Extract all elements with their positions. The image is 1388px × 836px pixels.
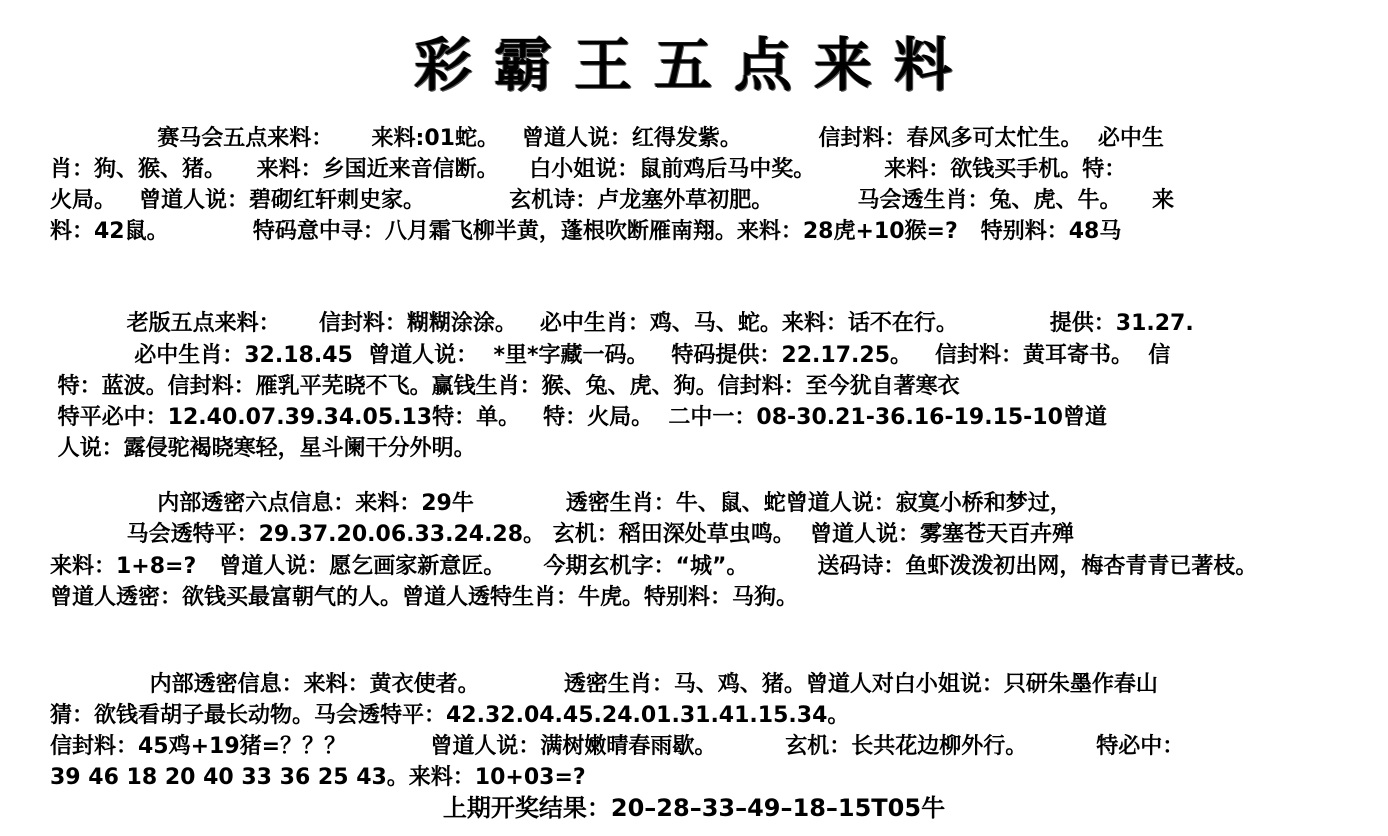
last-draw-result: 上期开奖结果：20–28–33–49–18–15T05牛 [442,794,946,822]
section4-line2: 猜：欲钱看胡子最长动物。马会透特平：42.32.04.45.24.01.31.41.15.34。 [50,703,850,728]
section4-line1: 内部透密信息：来料：黄衣使者。 透密生肖：马、鸡、猪。曾道人对白小姐说：只研朱墨作春山 [50,672,1158,697]
section1-line4: 料：42鼠。 特码意中寻：八月霜飞柳半黄，蓬根吹断雁南翔。来料：28虎+10猴=? 特别料：48马 [50,219,1122,244]
section3-line4: 曾道人透密：欲钱买最富朝气的人。曾道人透特生肖：牛虎。特别料：马狗。 [50,585,799,610]
section2-line2: 必中生肖：32.18.45 曾道人说： *里*字藏一码。 特码提供：22.17.25。 信封料：黄耳寄书。 信 [50,343,1171,368]
section2-line4: 特平必中：12.40.07.39.34.05.13特：单。 特：火局。 二中一：08-30.21-36.16-19.15-10曾道 [50,405,1107,430]
page-title: 彩霸王五点来料 [413,31,974,99]
section2-line1: 老版五点来料： 信封料：糊糊涂涂。 必中生肖：鸡、马、蛇。来料：话不在行。 提供：31.27. [50,311,1194,336]
section2-line5: 人说：露侵驼褐晓寒轻，星斗阑干分外明。 [50,436,476,461]
section3-line1: 内部透密六点信息：来料：29牛 透密生肖：牛、鼠、蛇曾道人说：寂寞小桥和梦过， [50,491,1072,516]
section1-line3: 火局。 曾道人说：碧砌红轩刺史家。 玄机诗：卢龙塞外草初肥。 马会透生肖：兔、虎、牛。 来 [50,188,1175,213]
section4-line4: 39 46 18 20 40 33 36 25 43。来料：10+03=? [50,765,586,790]
section1-line2: 肖：狗、猴、猪。 来料：乡国近来音信断。 白小姐说：鼠前鸡后马中奖。 来料：欲钱买手机。特： [50,157,1127,182]
section1-line1: 赛马会五点来料： 来料:01蛇。 曾道人说：红得发紫。 信封料：春风多可太忙生。 必中生 [50,126,1164,151]
section2-line3: 特：蓝波。信封料：雁乳平芜晓不飞。赢钱生肖：猴、兔、虎、狗。信封料：至今犹自著寒衣 [50,374,960,399]
section3-line2: 马会透特平：29.37.20.06.33.24.28。 玄机：稻田深处草虫鸣。 曾道人说：雾塞苍天百卉殚 [50,522,1075,547]
section4-line3: 信封料：45鸡+19猪=？？？ 曾道人说：满树嫩晴春雨歇。 玄机：长共花边柳外行。 特必中： [50,734,1185,759]
section3-line3: 来料：1+8=? 曾道人说：愿乞画家新意匠。 今期玄机字：“城”。 送码诗：鱼虾泼泼初出网，梅杏青青已著枝。 [50,554,1258,579]
